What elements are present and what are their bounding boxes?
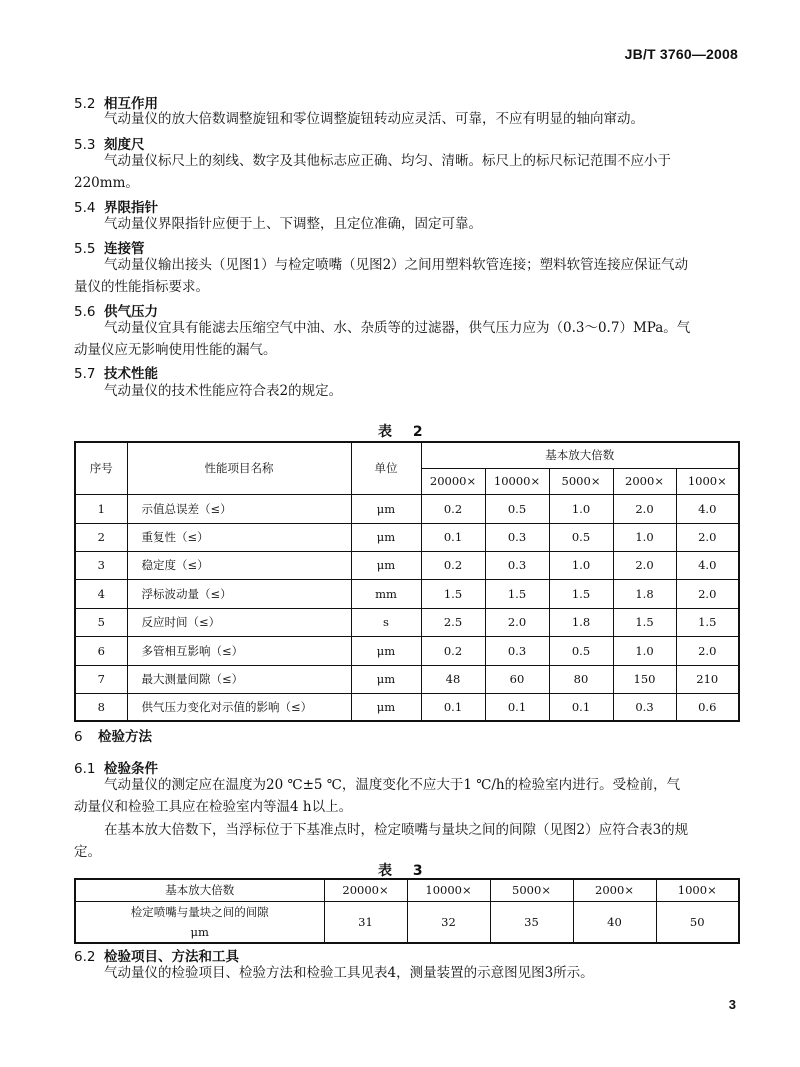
section-title: 检验方法 — [98, 729, 152, 745]
row-value: 2.0 — [485, 608, 549, 636]
table-3-gap-value: 35 — [490, 901, 573, 943]
row-item-name: 示值总误差（≤） — [127, 494, 351, 523]
table-3-row-label — [75, 901, 324, 943]
table-2-header-index: 序号 — [75, 442, 127, 494]
row-value: 2.0 — [613, 494, 676, 523]
section-5-7-heading — [74, 362, 158, 382]
row-unit: μm — [351, 636, 421, 665]
table-3 — [74, 878, 740, 944]
section-number: 5.5 — [74, 241, 96, 257]
row-value: 1.5 — [421, 579, 485, 608]
row-item-name: 浮标波动量（≤） — [127, 579, 351, 608]
section-title: 界限指针 — [104, 200, 158, 216]
table-row — [75, 665, 739, 693]
row-index: 6 — [75, 636, 127, 665]
row-value: 0.5 — [549, 523, 613, 551]
section-number: 6.1 — [74, 761, 96, 777]
section-title: 供气压力 — [104, 304, 158, 320]
row-value: 4.0 — [676, 494, 739, 523]
section-number: 5.2 — [74, 96, 96, 112]
table-3-gap-unit: μm — [190, 924, 209, 939]
table-3-magnification: 20000× — [324, 879, 407, 901]
row-unit: μm — [351, 523, 421, 551]
table-3-gap-value: 31 — [324, 901, 407, 943]
section-5-6-text-cont: 动量仪应无影响使用性能的漏气。 — [74, 342, 277, 358]
section-5-4-text: 气动量仪界限指针应便于上、下调整，且定位准确，固定可靠。 — [104, 216, 482, 232]
section-5-7-text: 气动量仪的技术性能应符合表2的规定。 — [104, 383, 343, 399]
row-unit: μm — [351, 494, 421, 523]
table-3-gap-label: 检定喷嘴与量块之间的间隙 — [130, 904, 269, 919]
row-value: 80 — [549, 665, 613, 693]
row-value: 0.1 — [485, 693, 549, 721]
section-5-3-text-cont: 220mm。 — [74, 175, 139, 191]
table-2-header-name: 性能项目名称 — [127, 442, 351, 494]
row-value: 0.3 — [485, 636, 549, 665]
row-index: 5 — [75, 608, 127, 636]
row-value: 2.0 — [613, 551, 676, 579]
row-value: 1.5 — [485, 579, 549, 608]
section-6-1-text: 气动量仪的测定应在温度为20 ℃±5 ℃，温度变化不应大于1 ℃/h的检验室内进行。受检前，气 — [104, 777, 681, 793]
section-number: 6 — [74, 729, 83, 745]
table-2-header-magnification: 5000× — [549, 468, 613, 494]
row-value: 0.1 — [421, 693, 485, 721]
row-unit: s — [351, 608, 421, 636]
row-value: 2.0 — [676, 579, 739, 608]
table-3-title: 表 3 — [378, 863, 431, 879]
row-value: 60 — [485, 665, 549, 693]
row-item-name: 最大测量间隙（≤） — [127, 665, 351, 693]
row-value: 1.5 — [549, 579, 613, 608]
table-2-header-unit: 单位 — [351, 442, 421, 494]
row-value: 1.5 — [676, 608, 739, 636]
table-row — [75, 608, 739, 636]
table-3-magnification: 1000× — [656, 879, 739, 901]
table-3-gap-value: 40 — [573, 901, 656, 943]
table-2-header-magnification: 1000× — [676, 468, 739, 494]
row-value: 1.5 — [613, 608, 676, 636]
table-3-gap-value: 50 — [656, 901, 739, 943]
section-5-2-text: 气动量仪的放大倍数调整旋钮和零位调整旋钮转动应灵活、可靠，不应有明显的轴向窜动。 — [104, 111, 644, 127]
row-value: 4.0 — [676, 551, 739, 579]
row-value: 150 — [613, 665, 676, 693]
row-value: 210 — [676, 665, 739, 693]
row-value: 2.0 — [676, 636, 739, 665]
section-6-heading — [74, 725, 152, 745]
row-item-name: 稳定度（≤） — [127, 551, 351, 579]
row-value: 0.3 — [485, 523, 549, 551]
row-item-name: 供气压力变化对示值的影响（≤） — [127, 693, 351, 721]
row-index: 7 — [75, 665, 127, 693]
table-3-magnification: 10000× — [407, 879, 490, 901]
row-value: 48 — [421, 665, 485, 693]
section-number: 5.7 — [74, 366, 96, 382]
row-value: 1.0 — [549, 494, 613, 523]
table-2-title: 表 2 — [378, 424, 431, 440]
row-value: 2.0 — [676, 523, 739, 551]
section-number: 6.2 — [74, 949, 96, 965]
table-row — [75, 551, 739, 579]
row-value: 0.5 — [485, 494, 549, 523]
row-index: 2 — [75, 523, 127, 551]
section-title: 检验条件 — [104, 761, 158, 777]
section-title: 刻度尺 — [104, 137, 145, 153]
row-value: 1.0 — [613, 636, 676, 665]
section-6-2-text: 气动量仪的检验项目、检验方法和检验工具见表4，测量装置的示意图见图3所示。 — [104, 965, 594, 981]
row-index: 1 — [75, 494, 127, 523]
section-6-1-text-cont: 动量仪和检验工具应在检验室内等温4 h以上。 — [74, 799, 353, 815]
section-number: 5.6 — [74, 304, 96, 320]
section-5-5-text-cont: 量仪的性能指标要求。 — [74, 279, 209, 295]
row-index: 3 — [75, 551, 127, 579]
row-unit: mm — [351, 579, 421, 608]
row-item-name: 多管相互影响（≤） — [127, 636, 351, 665]
table-3-magnification: 2000× — [573, 879, 656, 901]
row-value: 0.6 — [676, 693, 739, 721]
row-value: 0.2 — [421, 494, 485, 523]
table-2-header-magnification: 20000× — [421, 468, 485, 494]
section-5-3-text: 气动量仪标尺上的刻线、数字及其他标志应正确、均匀、清晰。标尺上的标尺标记范围不应小于 — [104, 153, 671, 169]
row-value: 0.2 — [421, 551, 485, 579]
section-title: 相互作用 — [104, 96, 158, 112]
table-2-header-magnification: 10000× — [485, 468, 549, 494]
row-item-name: 反应时间（≤） — [127, 608, 351, 636]
row-value: 0.3 — [613, 693, 676, 721]
row-value: 0.5 — [549, 636, 613, 665]
table-row — [75, 693, 739, 721]
row-unit: μm — [351, 665, 421, 693]
table-row — [75, 494, 739, 523]
section-6-1-text2-cont: 定。 — [74, 844, 101, 860]
section-number: 5.4 — [74, 200, 96, 216]
table-3-magnification: 5000× — [490, 879, 573, 901]
table-row — [75, 523, 739, 551]
row-unit: μm — [351, 551, 421, 579]
row-value: 1.0 — [549, 551, 613, 579]
row-value: 2.5 — [421, 608, 485, 636]
row-value: 0.3 — [485, 551, 549, 579]
section-title: 技术性能 — [104, 366, 158, 382]
section-5-6-text: 气动量仪宜具有能滤去压缩空气中油、水、杂质等的过滤器，供气压力应为（0.3～0.7）MPa。气 — [104, 320, 691, 336]
table-3-gap-value: 32 — [407, 901, 490, 943]
table-2-header-magnification: 2000× — [613, 468, 676, 494]
row-value: 0.1 — [549, 693, 613, 721]
section-6-1-text2: 在基本放大倍数下，当浮标位于下基准点时，检定喷嘴与量块之间的间隙（见图2）应符合表3的规 — [104, 822, 689, 838]
document-code: JB/T 3760—2008 — [624, 46, 738, 62]
row-value: 0.1 — [421, 523, 485, 551]
row-value: 1.8 — [613, 579, 676, 608]
section-number: 5.3 — [74, 137, 96, 153]
table-row — [75, 636, 739, 665]
section-title: 检验项目、方法和工具 — [104, 949, 239, 965]
row-index: 8 — [75, 693, 127, 721]
row-index: 4 — [75, 579, 127, 608]
table-row — [75, 579, 739, 608]
section-5-5-text: 气动量仪输出接头（见图1）与检定喷嘴（见图2）之间用塑料软管连接；塑料软管连接应保证气动 — [104, 257, 689, 273]
row-item-name: 重复性（≤） — [127, 523, 351, 551]
row-value: 1.8 — [549, 608, 613, 636]
row-value: 1.0 — [613, 523, 676, 551]
table-2 — [74, 441, 740, 722]
row-unit: μm — [351, 693, 421, 721]
table-2-header-group: 基本放大倍数 — [421, 442, 739, 468]
row-value: 0.2 — [421, 636, 485, 665]
table-3-row-label: 基本放大倍数 — [75, 879, 324, 901]
page-number: 3 — [728, 997, 736, 1012]
section-title: 连接管 — [104, 241, 145, 257]
